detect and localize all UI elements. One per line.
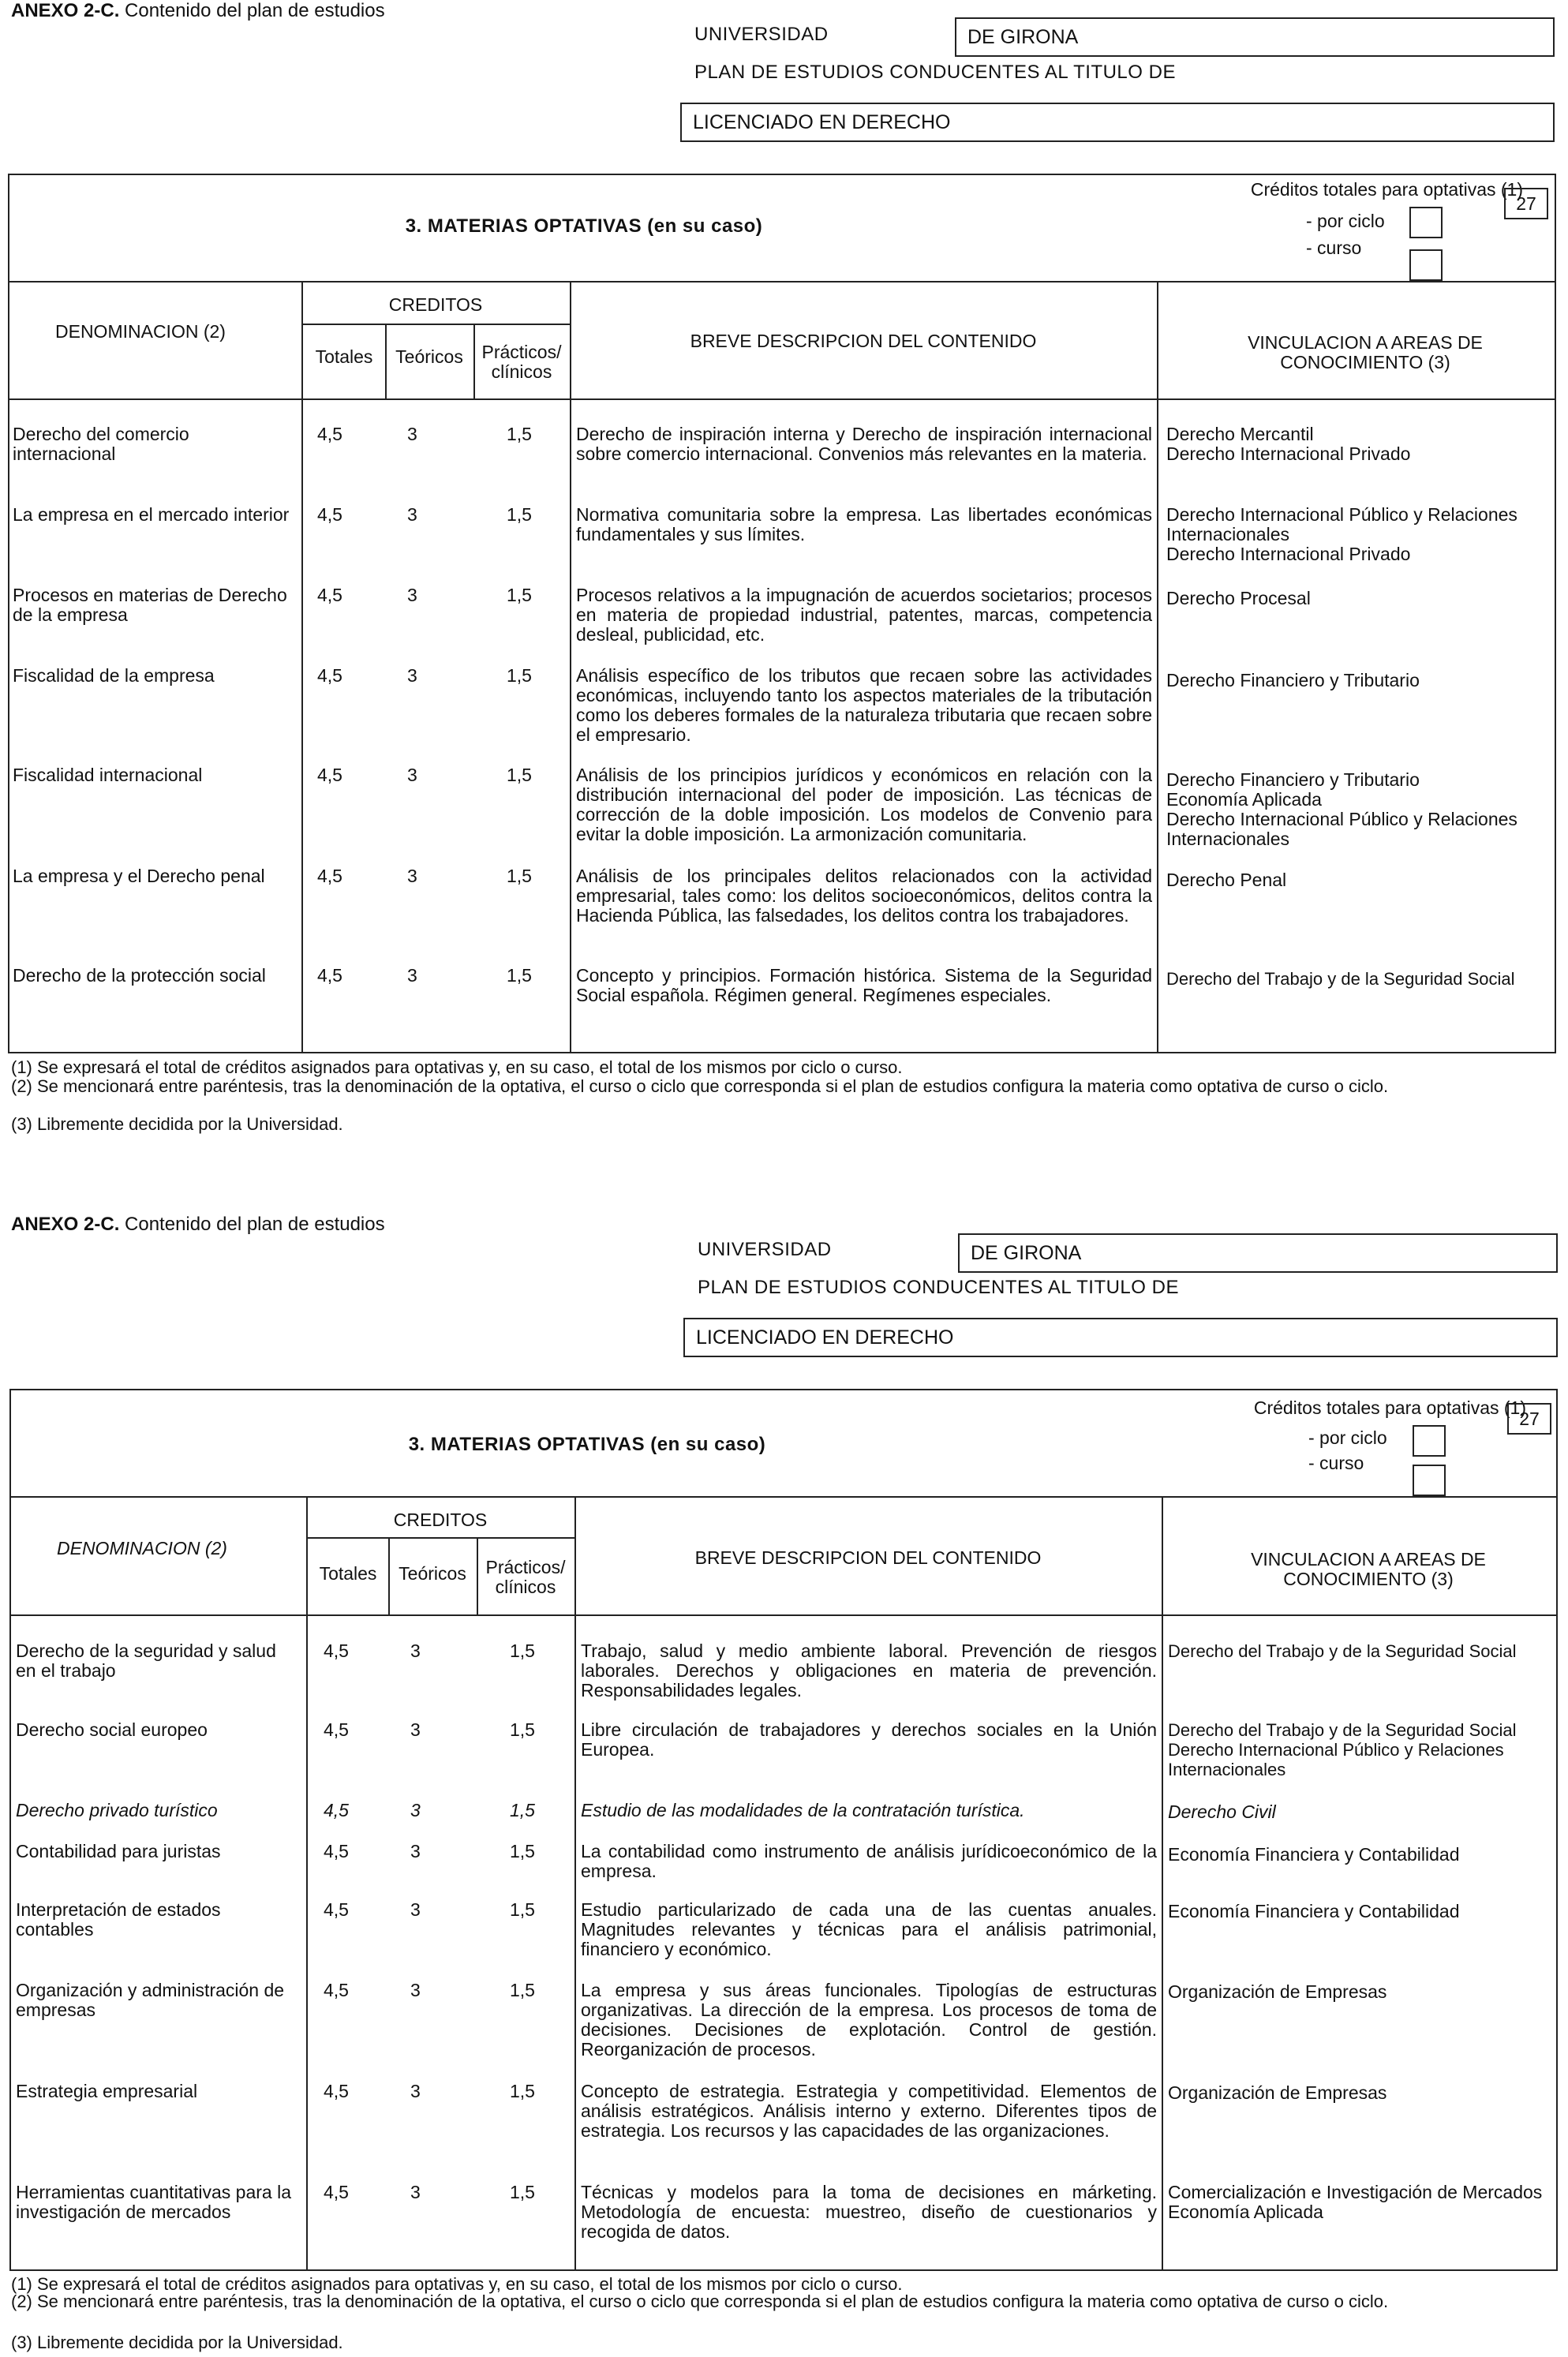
row-practicos: 1,5 (507, 504, 532, 525)
titulo-value: LICENCIADO EN DERECHO (683, 1318, 1558, 1357)
row-areas: Derecho Mercantil Derecho Internacional Privado (1166, 424, 1411, 464)
row-areas: Derecho Financiero y Tributario (1166, 670, 1420, 690)
row-name: Procesos en materias de Derecho de la empresa (13, 585, 287, 625)
row-descripcion: Normativa comunitaria sobre la empresa. Las libertades económicas fundamentales y sus límites. (576, 504, 1152, 544)
row-practicos: 1,5 (507, 665, 532, 686)
row-descripcion: Concepto de estrategia. Estrategia y competitividad. Elementos de análisis estratégicos. Análisis interno y externo. Diferentes tipos de estrategia. Los recursos y las capacidades de las organizaciones. (581, 2081, 1157, 2141)
row-name: La empresa en el mercado interior (13, 504, 290, 525)
row-name: Contabilidad para juristas (16, 1841, 221, 1861)
col-descripcion: BREVE DESCRIPCION DEL CONTENIDO (690, 331, 1037, 351)
row-totales: 4,5 (324, 1641, 349, 1661)
col-totales: Totales (315, 346, 373, 367)
plan-label: PLAN DE ESTUDIOS CONDUCENTES AL TITULO DE (698, 1277, 1179, 1298)
row-practicos: 1,5 (507, 585, 532, 605)
col-denominacion: DENOMINACION (2) (57, 1538, 227, 1558)
row-areas: Derecho del Trabajo y de la Seguridad Social (1168, 1641, 1517, 1661)
anexo-text: Contenido del plan de estudios (125, 1214, 385, 1235)
row-descripcion: Procesos relativos a la impugnación de acuerdos societarios; procesos en materia de propiedad industrial, patentes, marcas, competencia desleal, publicidad, etc. (576, 585, 1152, 645)
anexo-prefix: ANEXO 2-C. (11, 0, 120, 21)
row-areas: Economía Financiera y Contabilidad (1168, 1901, 1460, 1921)
titulo-value: LICENCIADO EN DERECHO (680, 103, 1555, 142)
row-areas: Economía Financiera y Contabilidad (1168, 1844, 1460, 1865)
row-areas: Derecho Financiero y Tributario Economía Aplicada Derecho Internacional Público y Relaciones Internacionales (1166, 769, 1517, 849)
por-ciclo-box (1413, 1425, 1446, 1457)
creditos-totales-label: Créditos totales para optativas (1) (1253, 1397, 1526, 1418)
row-practicos: 1,5 (507, 765, 532, 785)
row-name: Derecho del comercio internacional (13, 424, 189, 464)
row-areas: Derecho Internacional Público y Relaciones Internacionales Derecho Internacional Privado (1166, 504, 1517, 564)
col-practicos: Prácticos/ clínicos (485, 1557, 566, 1597)
row-descripcion: Técnicas y modelos para la toma de decisiones en márketing. Metodología de encuesta: muestreo, diseño de cuestionarios y recogida de datos. (581, 2182, 1157, 2242)
row-areas: Comercialización e Investigación de Mercados Economía Aplicada (1168, 2182, 1543, 2222)
row-totales: 4,5 (324, 1899, 349, 1920)
row-name: Derecho social europeo (16, 1719, 208, 1740)
row-practicos: 1,5 (510, 1980, 535, 2000)
row-totales: 4,5 (317, 765, 342, 785)
row-teoricos: 3 (407, 585, 417, 605)
creditos-totales-label: Créditos totales para optativas (1) (1250, 179, 1523, 200)
col-descripcion: BREVE DESCRIPCION DEL CONTENIDO (694, 1547, 1042, 1568)
row-practicos: 1,5 (510, 1641, 535, 1661)
row-practicos: 1,5 (507, 424, 532, 444)
row-name: Interpretación de estados contables (16, 1899, 221, 1940)
row-descripcion: La empresa y sus áreas funcionales. Tipologías de estructuras organizativas. La dirección de la empresa. Los procesos de toma de decisiones. Decisiones de explotación. Control de gestión. Reorganización de procesos. (581, 1980, 1157, 2060)
row-areas: Derecho Penal (1166, 870, 1287, 890)
row-descripcion: Derecho de inspiración interna y Derecho de inspiración internacional sobre comercio internacional. Convenios más relevantes en la materia. (576, 424, 1152, 464)
por-ciclo-label: - por ciclo (1308, 1427, 1387, 1448)
row-teoricos: 3 (407, 504, 417, 525)
row-name: Herramientas cuantitativas para la investigación de mercados (16, 2182, 291, 2222)
creditos-totales-box (1507, 1403, 1551, 1435)
table-title: 3. MATERIAS OPTATIVAS (en su caso) (405, 215, 763, 237)
row-teoricos: 3 (407, 866, 417, 886)
row-practicos: 1,5 (507, 965, 532, 986)
row-teoricos: 3 (407, 665, 417, 686)
col-vinculacion: VINCULACION A AREAS DE CONOCIMIENTO (3) (1251, 1549, 1486, 1589)
anexo-text: Contenido del plan de estudios (125, 0, 385, 21)
row-descripcion: Libre circulación de trabajadores y derechos sociales en la Unión Europea. (581, 1719, 1157, 1760)
row-practicos: 1,5 (510, 2081, 535, 2101)
row-totales: 4,5 (317, 665, 342, 686)
row-descripcion: Concepto y principios. Formación histórica. Sistema de la Seguridad Social española. Régimen general. Regímenes especiales. (576, 965, 1152, 1005)
row-areas: Organización de Empresas (1168, 2082, 1387, 2103)
row-name: Derecho de la seguridad y salud en el trabajo (16, 1641, 276, 1681)
row-totales: 4,5 (317, 504, 342, 525)
anexo-prefix: ANEXO 2-C. (11, 1214, 120, 1235)
row-name: La empresa y el Derecho penal (13, 866, 265, 886)
row-teoricos: 3 (410, 1899, 421, 1920)
row-totales: 4,5 (317, 585, 342, 605)
curso-label: - curso (1306, 238, 1362, 258)
row-totales: 4,5 (324, 1980, 349, 2000)
footnote-3: (3) Libremente decidida por la Universidad. (11, 2333, 343, 2352)
footnote-3: (3) Libremente decidida por la Universidad. (11, 1114, 343, 1134)
universidad-label: UNIVERSIDAD (698, 1239, 832, 1260)
row-practicos: 1,5 (510, 1800, 535, 1820)
footnote-1: (1) Se expresará el total de créditos asignados para optativas y, en su caso, el total de los mismos por ciclo o curso. (11, 1057, 903, 1077)
footnote-2: (2) Se mencionará entre paréntesis, tras la denominación de la optativa, el curso o ciclo que corresponda si el plan de estudios configura la materia como optativa de curso o ciclo. (11, 2292, 1389, 2311)
row-teoricos: 3 (410, 1641, 421, 1661)
row-practicos: 1,5 (510, 1719, 535, 1740)
row-descripcion: Estudio de las modalidades de la contratación turística. (581, 1800, 1025, 1820)
anexo-heading (11, 0, 385, 22)
row-totales: 4,5 (317, 965, 342, 986)
row-teoricos: 3 (410, 1800, 421, 1820)
por-ciclo-box (1409, 207, 1443, 238)
row-areas: Derecho del Trabajo y de la Seguridad Social (1166, 969, 1515, 989)
row-name: Organización y administración de empresas (16, 1980, 285, 2020)
row-descripcion: Estudio particularizado de cada una de las cuentas anuales. Magnitudes relevantes y técnicas para el análisis patrimonial, financiero y económico. (581, 1899, 1157, 1959)
creditos-totales-value: 27 (1519, 1409, 1540, 1429)
row-practicos: 1,5 (507, 866, 532, 886)
col-teoricos: Teóricos (395, 346, 463, 367)
row-areas: Organización de Empresas (1168, 1981, 1387, 2002)
row-totales: 4,5 (317, 424, 342, 444)
row-name: Estrategia empresarial (16, 2081, 198, 2101)
curso-label: - curso (1308, 1453, 1364, 1473)
row-totales: 4,5 (324, 1719, 349, 1740)
col-denominacion: DENOMINACION (2) (55, 321, 226, 342)
row-teoricos: 3 (410, 2081, 421, 2101)
row-areas: Derecho del Trabajo y de la Seguridad Social Derecho Internacional Público y Relaciones Internacionales (1168, 1720, 1517, 1779)
row-practicos: 1,5 (510, 1841, 535, 1861)
col-practicos: Prácticos/ clínicos (481, 342, 562, 382)
row-descripcion: Análisis específico de los tributos que recaen sobre las actividades económicas, incluyendo tanto los aspectos materiales de la tributación como los deberes formales de la naturaleza tributaria que recaen sobre el empresario. (576, 665, 1152, 745)
col-teoricos: Teóricos (399, 1563, 466, 1584)
row-teoricos: 3 (410, 1980, 421, 2000)
row-totales: 4,5 (317, 866, 342, 886)
anexo-heading (11, 1214, 385, 1236)
row-name: Fiscalidad internacional (13, 765, 203, 785)
row-areas: Derecho Procesal (1166, 588, 1311, 608)
universidad-label: UNIVERSIDAD (694, 24, 829, 45)
row-teoricos: 3 (407, 965, 417, 986)
col-creditos: CREDITOS (388, 294, 483, 315)
row-name: Derecho privado turístico (16, 1800, 218, 1820)
row-teoricos: 3 (407, 424, 417, 444)
por-ciclo-label: - por ciclo (1306, 211, 1385, 231)
plan-label: PLAN DE ESTUDIOS CONDUCENTES AL TITULO DE (694, 62, 1176, 83)
row-teoricos: 3 (410, 1841, 421, 1861)
row-teoricos: 3 (410, 1719, 421, 1740)
row-teoricos: 3 (407, 765, 417, 785)
universidad-value: DE GIRONA (955, 17, 1555, 57)
row-descripcion: Análisis de los principales delitos relacionados con la actividad empresarial, tales como: los delitos socioeconómicos, delitos contra la Hacienda Pública, las falsedades, los delitos contra los trabajadores. (576, 866, 1152, 926)
col-vinculacion: VINCULACION A AREAS DE CONOCIMIENTO (3) (1248, 332, 1483, 372)
row-teoricos: 3 (410, 2182, 421, 2202)
universidad-value: DE GIRONA (958, 1233, 1558, 1273)
creditos-totales-value: 27 (1516, 193, 1536, 214)
footnote-2: (2) Se mencionará entre paréntesis, tras la denominación de la optativa, el curso o ciclo que corresponda si el plan de estudios configura la materia como optativa de curso o ciclo. (11, 1076, 1389, 1096)
row-name: Derecho de la protección social (13, 965, 266, 986)
row-practicos: 1,5 (510, 1899, 535, 1920)
curso-box (1413, 1465, 1446, 1496)
row-name: Fiscalidad de la empresa (13, 665, 215, 686)
row-areas: Derecho Civil (1168, 1801, 1276, 1822)
table-title: 3. MATERIAS OPTATIVAS (en su caso) (408, 1434, 766, 1455)
curso-box (1409, 249, 1443, 281)
col-creditos: CREDITOS (393, 1510, 488, 1530)
row-totales: 4,5 (324, 1841, 349, 1861)
row-descripcion: Análisis de los principios jurídicos y económicos en relación con la distribución internacional del poder de imposición. Las técnicas de corrección de la doble imposición. Los modelos de Convenio para evitar la doble imposición. La armonización comunitaria. (576, 765, 1152, 844)
footnote-1: (1) Se expresará el total de créditos asignados para optativas y, en su caso, el total de los mismos por ciclo o curso. (11, 2274, 903, 2294)
row-descripcion: Trabajo, salud y medio ambiente laboral. Prevención de riesgos laborales. Derechos y obligaciones en materia de prevención. Responsabilidades legales. (581, 1641, 1157, 1700)
creditos-totales-box (1504, 188, 1548, 219)
row-practicos: 1,5 (510, 2182, 535, 2202)
row-totales: 4,5 (324, 2182, 349, 2202)
col-totales: Totales (319, 1563, 377, 1584)
row-descripcion: La contabilidad como instrumento de análisis jurídicoeconómico de la empresa. (581, 1841, 1157, 1881)
row-totales: 4,5 (324, 1800, 349, 1820)
row-totales: 4,5 (324, 2081, 349, 2101)
